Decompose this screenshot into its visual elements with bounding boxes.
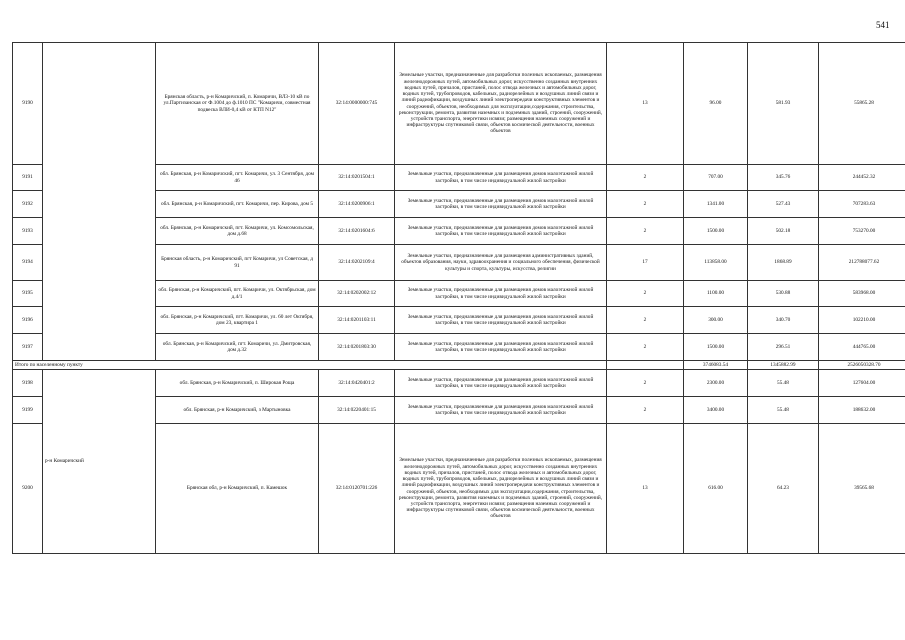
row-number: 9197 — [13, 334, 43, 361]
use-code-cell: 2 — [607, 370, 684, 397]
cadastral-number-cell: 32:14:0201604:6 — [319, 218, 395, 245]
address-cell: обл. Брянская, р-н Комаричский, пгт. Комаричи, ул. 3 Сентября, дом 46 — [156, 165, 319, 191]
cadastral-number-cell: 32:14:0202002:12 — [319, 281, 395, 307]
cadastral-number-cell: 32:14:0201504:1 — [319, 165, 395, 191]
subtotal-row — [13, 361, 905, 370]
address-cell: Брянская область, р-н Комаричский, п. Комаричи, ВЛ3-10 кВ по ул.Партизанская от Ф.1004 до ф.1010 ПС "Комаричи, совместная подвеска ВЛИ-0,4 кВ от КТП N12" — [156, 43, 319, 165]
cadastral-value-cell: 55865.28 — [819, 43, 905, 165]
area-cell: 2300.00 — [684, 370, 748, 397]
address-cell: обл. Брянская, р-н Комаричский, пгт. Комаричи, ул. Дмитровская, дом д.32 — [156, 334, 319, 361]
land-use-cell: Земельные участки, предназначенные для размещения домов малоэтажной жилой застройки, в том числе индивидуальной жилой застройки — [395, 334, 607, 361]
row-number: 9193 — [13, 218, 43, 245]
address-cell: обл. Брянская, р-н Комаричский, пгт. Комаричи, ул. 60 лет Октября, дом 23, квартира 1 — [156, 307, 319, 334]
cadastral-number-cell: 32:14:0201803:30 — [319, 334, 395, 361]
cadastral-number-cell: 32:14:0120701:226 — [319, 424, 395, 554]
unit-value-cell: 581.93 — [748, 43, 819, 165]
locality-cell — [43, 43, 156, 361]
land-use-cell: Земельные участки, предназначенные для размещения домов малоэтажной жилой застройки, в том числе индивидуальной жилой застройки — [395, 397, 607, 424]
table-row — [13, 370, 905, 397]
unit-value-cell: 345.76 — [748, 165, 819, 191]
land-use-cell: Земельные участки, предназначенные для размещения домов малоэтажной жилой застройки, в том числе индивидуальной жилой застройки — [395, 165, 607, 191]
area-cell: 113858.00 — [684, 245, 748, 281]
use-code-cell: 13 — [607, 424, 684, 554]
subtotal-section — [13, 361, 905, 370]
unit-value-cell: 1868.89 — [748, 245, 819, 281]
unit-value-cell: 55.48 — [748, 370, 819, 397]
use-code-cell: 13 — [607, 43, 684, 165]
cadastral-number-cell: 32:14:0201103:11 — [319, 307, 395, 334]
cadastral-value-cell: 212788077.62 — [819, 245, 905, 281]
cadastral-value-cell: 753270.00 — [819, 218, 905, 245]
address-cell: обл. Брянская, р-н Комаричский, п. Широкая Роща — [156, 370, 319, 397]
land-use-cell: Земельные участки, предназначенные для размещения домов малоэтажной жилой застройки, в том числе индивидуальной жилой застройки — [395, 307, 607, 334]
subtotal-price: 1345882.99 — [748, 361, 819, 370]
subtotal-code — [607, 361, 684, 370]
unit-value-cell: 502.18 — [748, 218, 819, 245]
cadastral-number-cell: 32:14:0202109:4 — [319, 245, 395, 281]
row-number: 9200 — [13, 424, 43, 554]
cadastral-value-cell: 583968.00 — [819, 281, 905, 307]
row-number: 9192 — [13, 191, 43, 218]
subtotal-area: 3746083.54 — [684, 361, 748, 370]
area-cell: 1500.00 — [684, 218, 748, 245]
address-cell: обл. Брянская, р-н Комаричский, пгт. Комаричи, пер. Кирова, дом 5 — [156, 191, 319, 218]
cadastral-value-cell: 188632.00 — [819, 397, 905, 424]
cadastral-value-cell: 127604.00 — [819, 370, 905, 397]
row-number: 9196 — [13, 307, 43, 334]
locality-cell: р-н Комаричский — [43, 370, 156, 554]
cadastral-number-cell: 32:14:0200906:1 — [319, 191, 395, 218]
cadastral-value-table — [12, 42, 905, 554]
area-cell: 616.00 — [684, 424, 748, 554]
land-use-cell: Земельные участки, предназначенные для разработки полезных ископаемых, размещения железнодорожных путей, автомобильных дорог, искусственно созданных внутренних водных путей, причалов, пристаней, полос отвода железных и автомобильных дорог, водных путей, трубопроводов, кабельных, радиорелейных и воздушных линий связи и линий радиофикации, воздушных линий электропередачи конструктивных элементов и сооружений, объектов, необходимых для эксплуатации,содержания, строительства, реконструкции, ремонта, развития наземных и подземных зданий, строений, сооружений, устройств транспорта, энергетики исвязи; размещения наземных сооружений и инфраструктуры спутниковой связи, объектов космической деятельности, военных объектов — [395, 43, 607, 165]
cadastral-value-cell: 444765.00 — [819, 334, 905, 361]
area-cell: 3400.00 — [684, 397, 748, 424]
land-use-cell: Земельные участки, предназначенные для размещения домов малоэтажной жилой застройки, в том числе индивидуальной жилой застройки — [395, 370, 607, 397]
row-number: 9190 — [13, 43, 43, 165]
use-code-cell: 17 — [607, 245, 684, 281]
use-code-cell: 2 — [607, 218, 684, 245]
unit-value-cell: 296.51 — [748, 334, 819, 361]
land-use-cell: Земельные участки, предназначенные для разработки полезных ископаемых, размещения железнодорожных путей, автомобильных дорог, искусственно созданных внутренних водных путей, причалов, пристаней, полос отвода железных и автомобильных дорог, водных путей, трубопроводов, кабельных, радиорелейных и воздушных линий связи и линий радиофикации, воздушных линий электропередачи конструктивных элементов и сооружений, объектов, необходимых для эксплуатации,содержания, строительства, реконструкции, ремонта, развития наземных и подземных зданий, строений, сооружений, устройств транспорта, энергетики исвязи; размещения наземных сооружений и инфраструктуры спутниковой связи, объектов космической деятельности, военных объектов — [395, 424, 607, 554]
subtotal-value: 2526050328.70 — [819, 361, 905, 370]
address-cell: Брянская обл, р-н Комаричский, п. Камешок — [156, 424, 319, 554]
area-cell: 300.00 — [684, 307, 748, 334]
page-number: 541 — [876, 20, 890, 30]
area-cell: 1500.00 — [684, 334, 748, 361]
area-cell: 96.00 — [684, 43, 748, 165]
row-number: 9198 — [13, 370, 43, 397]
row-number: 9195 — [13, 281, 43, 307]
land-use-cell: Земельные участки, предназначенные для размещения домов малоэтажной жилой застройки, в том числе индивидуальной жилой застройки — [395, 281, 607, 307]
cadastral-value-cell: 707283.63 — [819, 191, 905, 218]
area-cell: 1100.00 — [684, 281, 748, 307]
area-cell: 707.00 — [684, 165, 748, 191]
address-cell: обл. Брянская, р-н Комаричский, пгт. Комаричи, ул. Комсомольская, дом д.68 — [156, 218, 319, 245]
use-code-cell: 2 — [607, 281, 684, 307]
unit-value-cell: 527.43 — [748, 191, 819, 218]
cadastral-number-cell: 32:14:0000000:745 — [319, 43, 395, 165]
unit-value-cell: 530.88 — [748, 281, 819, 307]
table-row — [13, 43, 905, 165]
subtotal-label: Итого по населенному пункту — [13, 361, 607, 370]
unit-value-cell: 55.48 — [748, 397, 819, 424]
land-use-cell: Земельные участки, предназначенные для размещения домов малоэтажной жилой застройки, в том числе индивидуальной жилой застройки — [395, 191, 607, 218]
cadastral-number-cell: 32:14:0220401:15 — [319, 397, 395, 424]
area-cell: 1341.00 — [684, 191, 748, 218]
row-number: 9191 — [13, 165, 43, 191]
cadastral-number-cell: 32:14:0420401:2 — [319, 370, 395, 397]
unit-value-cell: 64.23 — [748, 424, 819, 554]
address-cell: обл. Брянская, р-н Комаричский, пгт. Комаричи, ул. Октябрьская, дом д.4/1 — [156, 281, 319, 307]
land-use-cell: Земельные участки, предназначенные для размещения административных зданий, объектов образования, науки, здравоохранения и социального обеспечения, физической культуры и спорта, культуры, искусства, религии — [395, 245, 607, 281]
row-number: 9199 — [13, 397, 43, 424]
use-code-cell: 2 — [607, 307, 684, 334]
use-code-cell: 2 — [607, 334, 684, 361]
address-cell: Брянская область, р-н Комаричский, пгт Комаричи, ул Советская, д 91 — [156, 245, 319, 281]
address-cell: обл. Брянская, р-н Комаричский, з Мартыновка — [156, 397, 319, 424]
land-use-cell: Земельные участки, предназначенные для размещения домов малоэтажной жилой застройки, в том числе индивидуальной жилой застройки — [395, 218, 607, 245]
unit-value-cell: 340.70 — [748, 307, 819, 334]
rows-after-subtotal — [13, 370, 905, 554]
use-code-cell: 2 — [607, 191, 684, 218]
rows-before-subtotal — [13, 43, 905, 361]
cadastral-value-cell: 102210.00 — [819, 307, 905, 334]
use-code-cell: 2 — [607, 165, 684, 191]
cadastral-value-cell: 39565.68 — [819, 424, 905, 554]
row-number: 9194 — [13, 245, 43, 281]
cadastral-value-cell: 244452.32 — [819, 165, 905, 191]
use-code-cell: 2 — [607, 397, 684, 424]
